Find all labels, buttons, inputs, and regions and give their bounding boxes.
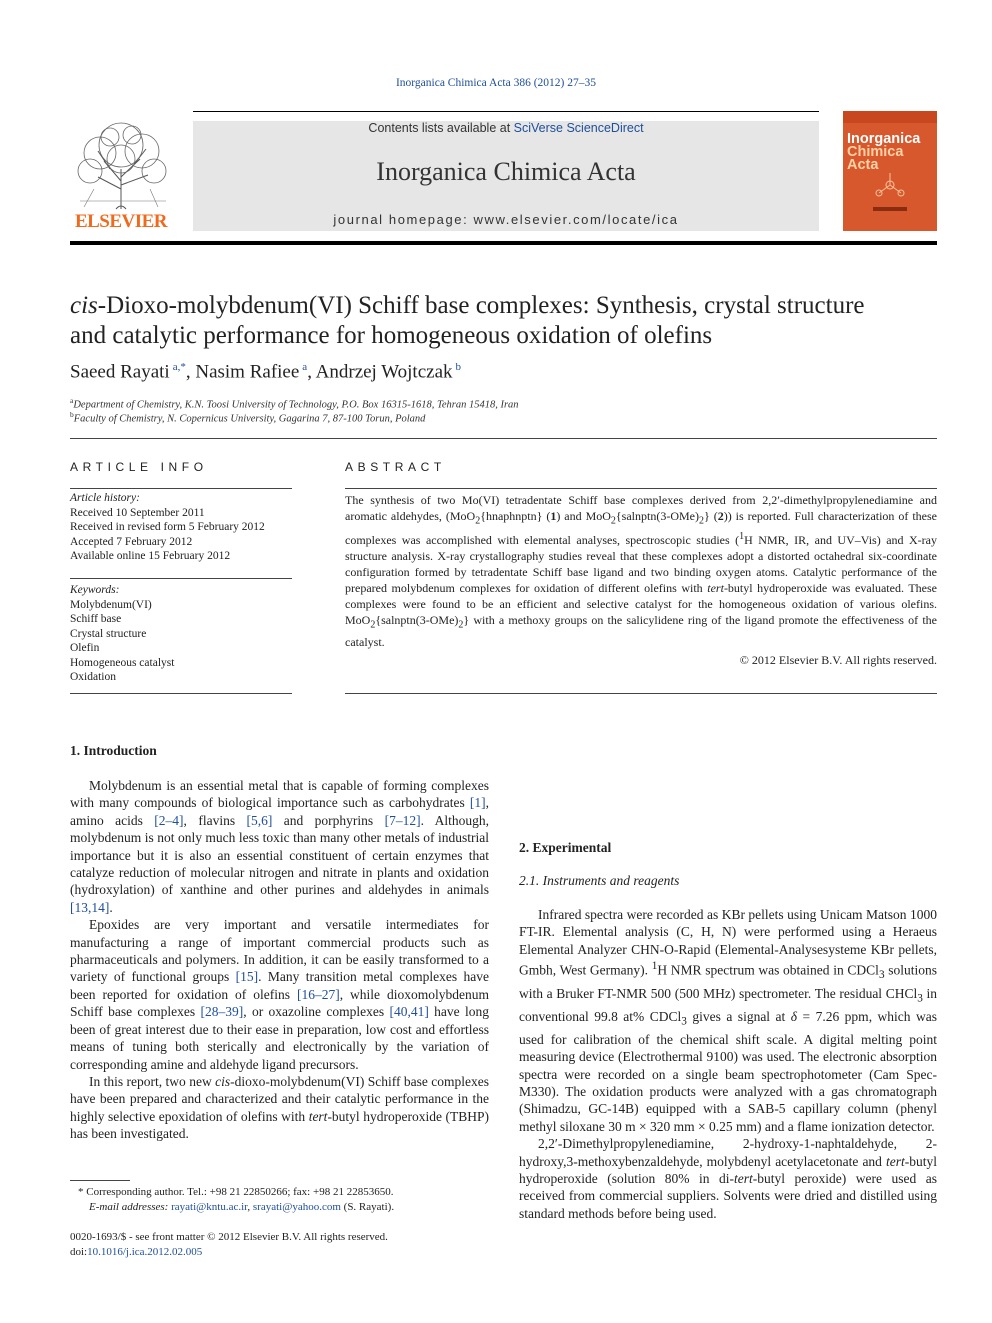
email-link[interactable]: srayati@yahoo.com [252, 1201, 341, 1213]
keyword: Molybdenum(VI) [70, 598, 152, 611]
history-label: Article history: [70, 492, 140, 504]
keyword: Homogeneous catalyst [70, 656, 175, 669]
experimental-section [519, 743, 937, 1222]
history-item: Received in revised form 5 February 2012 [70, 521, 265, 533]
title-line2: and catalytic performance for homogeneous oxidation of olefins [70, 322, 713, 349]
paragraph: Infrared spectra were recorded as KBr pellets using Unicam Matson 1000 FT-IR. Elemental analysis (C, H, N) were performed using a Heraeus Elemental Analyzer CHN-O-Rapid (Elemental-Analysesysteme KBr pellets, Gmbh, West Germany). $^1$H NMR spectrum was obtained in CDCl$_3$ solutions with a Bruker FT-NMR 500 (500 MHz) spectrometer. The residual CHCl$_3$ in conventional 99.8 at% CDCl$_3$ gives a signal at δ = 7.26 ppm, which was used for calibration of the chemical shift scale. A digital melting point measuring device (Electrothermal 9100) was used. The electronic absorption spectra were recorded on a single beam spectrophotometer (Cam Spec-M330). The oxidation products were analyzed with a gas chromatograph (Shimadzu, GC-14B) equipped with a SAB-5 capillary column (phenyl methyl siloxane 30 m × 320 mm × 0.25 mm) and a flame ionization detector. [519, 906, 938, 1134]
author-name[interactable]: Saeed Rayati [70, 361, 170, 383]
issn-line: 0020-1693/$ - see front matter © 2012 Elsevier B.V. All rights reserved. [70, 1231, 388, 1243]
author-affiliation-marker[interactable]: a,* [172, 361, 186, 373]
author-name[interactable]: Andrzej Wojtczak [315, 361, 453, 383]
author-affiliation-marker[interactable]: b [455, 361, 462, 373]
keyword: Crystal structure [70, 627, 147, 640]
cover-title-2: Chimica Acta [847, 144, 904, 173]
keywords-label: Keywords: [70, 584, 120, 596]
keyword: Olefin [70, 642, 100, 654]
journal-cover-image [843, 111, 937, 231]
article-info-bottom-rule [70, 693, 292, 694]
doi-line: doi:10.1016/j.ica.2012.02.005 [70, 1246, 203, 1258]
affiliation [70, 410, 425, 425]
journal-homepage[interactable]: journal homepage: www.elsevier.com/locate/ica [333, 212, 679, 227]
affiliation [70, 396, 519, 411]
keyword: Schiff base [70, 613, 122, 625]
reference-link[interactable]: [1] [469, 795, 486, 811]
affiliation-marker: a [70, 396, 74, 405]
abstract-bottom-rule [345, 693, 937, 694]
doi-link[interactable]: 10.1016/j.ica.2012.02.005 [87, 1246, 203, 1258]
reference-link[interactable]: [7–12] [384, 812, 421, 828]
reference-link[interactable]: [13,14] [70, 899, 110, 915]
title-italic: cis [70, 292, 98, 319]
abstract-heading: ABSTRACT [345, 460, 446, 474]
reference-link[interactable]: [40,41] [389, 1004, 429, 1020]
footnote-rule [70, 1180, 130, 1181]
reference-link[interactable]: [28–39] [200, 1004, 244, 1020]
reference-link[interactable]: [15] [235, 969, 259, 985]
subsection-heading: 2.1. Instruments and reagents [519, 873, 680, 889]
author-list: Saeed Rayati $^{a,*}$, Nasim Rafiee $^a$, Andrzej Wojtczak $^b$ [70, 361, 462, 383]
article-info-heading: ARTICLE INFO [70, 460, 208, 474]
contents-line [193, 121, 819, 135]
affiliation-text: Department of Chemistry, K.N. Toosi University of Technology, P.O. Box 16315-1618, Tehran 15418, Iran [73, 399, 519, 411]
history-item: Received 10 September 2011 [70, 506, 205, 519]
abstract-copyright: © 2012 Elsevier B.V. All rights reserved. [739, 653, 937, 667]
reference-link[interactable]: [5,6] [246, 812, 273, 828]
section-heading-introduction: 1. Introduction [70, 743, 157, 758]
sciencedirect-link[interactable]: SciVerse ScienceDirect [513, 121, 644, 135]
history-item: Available online 15 February 2012 [70, 550, 231, 562]
title-line1: -Dioxo-molybdenum(VI) Schiff base complexes: Synthesis, crystal structure [97, 292, 865, 319]
article-title [70, 291, 930, 351]
abstract-rule [345, 488, 937, 489]
paragraph: 2,2′-Dimethylpropylenediamine, 2-hydroxy-1-naphtaldehyde, 2-hydroxy,3-methoxybenzaldehyde, molybdenyl acetylacetonate and tert-butyl hydroperoxide (solution 80% in di-tert-butyl peroxide) were used as received from commercial suppliers. Solvents were dried and distilled using standard methods before being used. [519, 1136, 937, 1221]
paragraph: In this report, two new cis-dioxo-molybdenum(VI) Schiff base complexes have been prepared and characterized and their catalytic performance in the highly selective epoxidation of olefins with tert-butyl hydroperoxide (TBHP) has been investigated. [70, 1073, 489, 1142]
header-top-rule [193, 111, 819, 112]
journal-citation[interactable]: Inorganica Chimica Acta 386 (2012) 27–35 [395, 77, 597, 89]
affiliation-marker: b [70, 410, 74, 419]
cover-molecule-icon [843, 111, 937, 231]
abstract-text: The synthesis of two Mo(VI) tetradentate Schiff base complexes derived from 2,2′-dimethylpropylenediamine and aromatic aldehydes, (MoO$_2${hnaphnptn} (1) and $MoO_2\{salnptn(3-OMe)_2\}$ (2)) is reported. Full characterization of these complexes was accomplished with elemental analyses, spectroscopic studies ($^1$H NMR, IR, and UV–Vis) and X-ray structure analysis. X-ray crystallography studies reveal that these complexes adopt a distorted octahedral six-coordinate configuration formed by tetradentate Schiff base ligand and two binding oxygen atoms. Catalytic performance of the prepared molybdenum complexes for oxidation of different olefins with tert-butyl hydroperoxide was evaluated. These complexes were found to be an efficient and selective catalyst for the homogeneous oxidation of various olefins. $MoO_2\{salnptn(3-OMe)_2\}$ with a methoxy groups on the salicylidene ring of the ligand promote the effectiveness of the catalyst. [345, 493, 937, 649]
paragraph: Epoxides are very important and versatile intermediates for manufacturing a range of important commercial products such as pharmaceuticals and polymers. In addition, it can be easily transformed to a variety of functional groups [15]. Many transition metal complexes have been reported for oxidation of olefins [16–27], while dioxomolybdenum Schiff base complexes [28–39], or oxazoline complexes [40,41] have long been of great interest due to their ease in preparation, low cost and effortless means of tuning both sterically and electronically by the variation of corresponding amine and aldehyde ligand precursors. [70, 917, 489, 1072]
reference-link[interactable]: [2–4] [154, 812, 184, 828]
section-heading-experimental: 2. Experimental [519, 840, 612, 855]
article-info-rule [70, 488, 292, 489]
elsevier-wordmark: ELSEVIER [74, 211, 168, 232]
affiliation-text: Faculty of Chemistry, N. Copernicus University, Gagarina 7, 87-100 Torun, Poland [73, 413, 426, 425]
reference-link[interactable]: [16–27] [296, 986, 340, 1002]
article-history [70, 491, 292, 564]
title-separator-rule [70, 438, 937, 439]
cover-title-1: Inorganica [847, 131, 921, 147]
keywords-list [70, 583, 292, 685]
paragraph: Molybdenum is an essential metal that is capable of forming complexes with many compounds of biological importance such as carbohydrates [1], amino acids [2–4], flavins [5,6] and porphyrins [7–12]. Although, molybdenum is not only much less toxic than many other metals of industrial importance but it is also an essential constituent of certain enzymes that catalyze reduction of molecular nitrogen and nitrate in plants and oxidation (hydroxylation) of xanthine and other purines and aldehydes in animals [13,14]. [70, 778, 489, 915]
header-thick-rule [70, 241, 937, 245]
history-item: Accepted 7 February 2012 [70, 535, 193, 548]
author-affiliation-marker[interactable]: a [302, 361, 308, 373]
introduction-body [70, 777, 489, 1143]
corresponding-author-footnote: * Corresponding author. Tel.: +98 21 22850266; fax: +98 21 22853650. E-mail addresses: rayati@kntu.ac.ir, srayati@yahoo.com (S. Rayati). [78, 1186, 395, 1213]
keywords-rule [70, 578, 292, 579]
author-name[interactable]: Nasim Rafiee [195, 361, 300, 383]
journal-name: Inorganica Chimica Acta [376, 157, 636, 186]
email-link[interactable]: rayati@kntu.ac.ir [171, 1201, 248, 1213]
keyword: Oxidation [70, 671, 116, 683]
contents-prefix: Contents lists available at [368, 121, 511, 135]
